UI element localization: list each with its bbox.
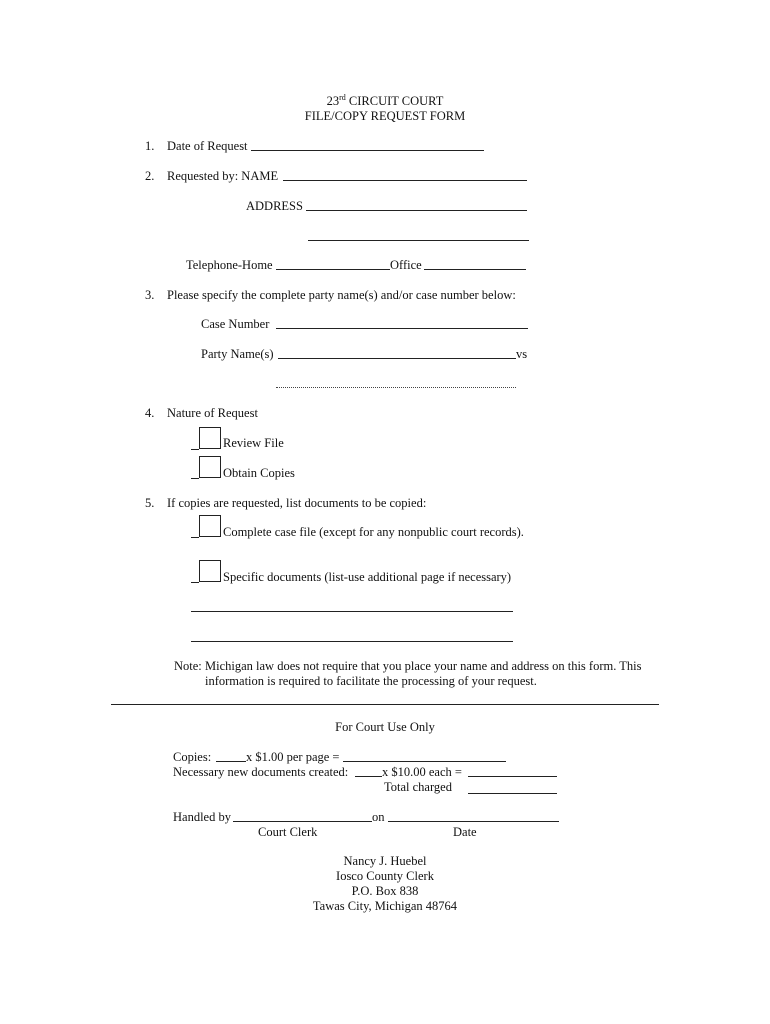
item-number-1: 1. <box>145 139 155 153</box>
page-title <box>0 93 770 109</box>
party-name-field-2[interactable] <box>276 387 516 388</box>
case-number-label: Case Number <box>201 317 270 331</box>
specific-documents-underline <box>191 582 199 583</box>
per-page-label: x $1.00 per page = <box>246 750 340 764</box>
note-line-1: Michigan law does not require that you place your name and address on this form. This <box>205 659 642 673</box>
party-name-field-1[interactable] <box>278 358 516 359</box>
document-list-line-1[interactable] <box>191 611 513 612</box>
each-label: x $10.00 each = <box>382 765 462 779</box>
clerk-name: Nancy J. Huebel <box>343 854 427 868</box>
new-documents-amount-field[interactable] <box>468 776 557 777</box>
complete-case-file-label: Complete case file (except for any nonpublic court records). <box>223 525 524 539</box>
address-field-line-1[interactable] <box>306 210 527 211</box>
review-file-underline <box>191 449 199 450</box>
date-of-request-field[interactable] <box>251 150 484 151</box>
copies-instruction: If copies are requested, list documents to be copied: <box>167 496 427 510</box>
item-number-2: 2. <box>145 169 155 183</box>
review-file-label: Review File <box>223 436 284 450</box>
item-number-4: 4. <box>145 406 155 420</box>
party-instruction: Please specify the complete party name(s) and/or case number below: <box>167 288 516 302</box>
handled-date-field[interactable] <box>388 821 559 822</box>
note-label: Note: <box>174 659 202 673</box>
document-list-line-2[interactable] <box>191 641 513 642</box>
name-field[interactable] <box>283 180 527 181</box>
address-field-line-2[interactable] <box>308 240 529 241</box>
party-names-label: Party Name(s) <box>201 347 274 361</box>
handled-by-field[interactable] <box>233 821 372 822</box>
note-line-2: information is required to facilitate the processing of your request. <box>205 674 537 688</box>
total-charged-label: Total charged <box>384 780 452 794</box>
case-number-field[interactable] <box>276 328 528 329</box>
copies-count-field[interactable] <box>216 761 246 762</box>
item-number-5: 5. <box>145 496 155 510</box>
copies-amount-field[interactable] <box>343 761 506 762</box>
nature-of-request-label: Nature of Request <box>167 406 258 420</box>
obtain-copies-label: Obtain Copies <box>223 466 295 480</box>
date-caption: Date <box>453 825 477 839</box>
date-of-request-label: Date of Request <box>167 139 248 153</box>
obtain-copies-checkbox[interactable] <box>199 456 221 478</box>
new-documents-count-field[interactable] <box>355 776 382 777</box>
new-documents-label: Necessary new documents created: <box>173 765 349 779</box>
vs-label: vs <box>516 347 528 361</box>
total-charged-field[interactable] <box>468 793 557 794</box>
city-state-zip: Tawas City, Michigan 48764 <box>312 899 458 913</box>
clerk-title: Iosco County Clerk <box>336 869 434 883</box>
court-use-heading: For Court Use Only <box>335 720 435 734</box>
title-superscript: rd <box>339 93 346 102</box>
on-label: on <box>372 810 385 824</box>
section-divider <box>111 704 659 705</box>
title-number: 23 <box>326 94 340 109</box>
review-file-checkbox[interactable] <box>199 427 221 449</box>
title-text: CIRCUIT COURT <box>345 94 444 109</box>
complete-case-file-underline <box>191 537 199 538</box>
telephone-home-field[interactable] <box>276 269 390 270</box>
obtain-copies-underline <box>191 478 199 479</box>
requested-by-label: Requested by: NAME <box>167 169 279 183</box>
handled-by-label: Handled by <box>173 810 231 824</box>
court-clerk-caption: Court Clerk <box>258 825 318 839</box>
telephone-home-label: Telephone-Home <box>186 258 273 272</box>
office-phone-field[interactable] <box>424 269 526 270</box>
copies-label: Copies: <box>173 750 212 764</box>
office-label: Office <box>390 258 422 272</box>
page-subtitle: FILE/COPY REQUEST FORM <box>304 109 466 123</box>
complete-case-file-checkbox[interactable] <box>199 515 221 537</box>
item-number-3: 3. <box>145 288 155 302</box>
specific-documents-checkbox[interactable] <box>199 560 221 582</box>
specific-documents-label: Specific documents (list-use additional page if necessary) <box>223 570 512 584</box>
po-box: P.O. Box 838 <box>351 884 419 898</box>
address-label: ADDRESS <box>246 199 303 213</box>
